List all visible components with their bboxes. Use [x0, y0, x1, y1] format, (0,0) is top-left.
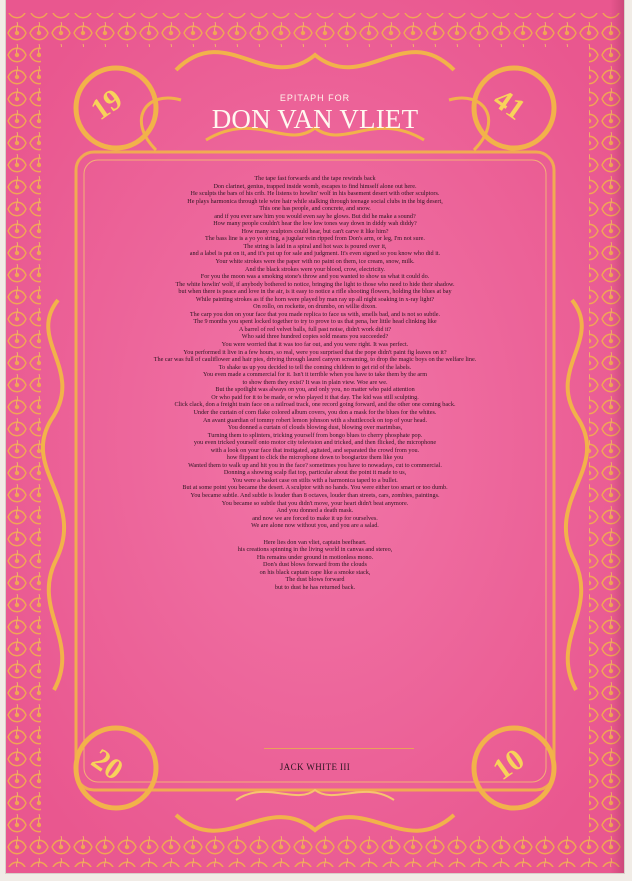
poem-line: His remains under ground in motionless mono.	[256, 553, 374, 561]
poem-line: The dust blows forward	[285, 576, 345, 584]
poem-line: The white howlin' wolf, if anybody bothered to notice, bringing the light to those who need to hide their shadow.	[175, 280, 455, 288]
poem-line: and a label is put on it, and it's put up for sale and judgment. It's even signed so you know who did it.	[189, 250, 441, 258]
poem-line: but when there is peace and love in the air, is it easy to notice a rifle shooting flowers, holding the blues at bay	[178, 288, 452, 296]
poem-line: You were worried that it was too far out, and you were right. It was perfect.	[221, 341, 409, 349]
poem-line: The string is laid in a spiral and hot wax is poured over it,	[243, 242, 387, 250]
page-title: DON VAN VLIET	[211, 104, 419, 134]
poem-line: This one has people, and concrete, and snow.	[259, 205, 371, 213]
poem-line: A barrel of red velvet balls, full past noise, didn't work did it?	[238, 325, 392, 333]
poem-line: Don's dust blows forward from the clouds	[263, 561, 367, 569]
poem-line: The 9 months you spent locked together to try to prove to us that pena, her little head clinking like	[193, 318, 437, 326]
poem-line: and if you ever saw him you would even say he glows. But did he make a sound?	[214, 212, 416, 220]
article-header	[6, 93, 624, 135]
poem-stanza-2	[98, 539, 532, 592]
corner-number-bottom-left: 20	[85, 742, 130, 787]
poem-line: We are alone now without you, and you are a salad.	[251, 522, 379, 530]
corner-number-top-left: 19	[84, 82, 129, 127]
poem-line: But at some point you became the desert. A sculptor with no hands. You were either too smart or too dumb.	[182, 484, 448, 492]
poem-line: The car was full of cauliflower and hair pies, driving through laurel canyon screaming, to drop the magic boys on the welfare line.	[153, 356, 477, 364]
poem-line: You were a basket case on stilts with a harmonica taped to a bullet.	[232, 476, 398, 484]
poem-line: You donned a curtain of clouds blowing dust, blowing over marimbas,	[227, 424, 403, 432]
magazine-page	[6, 0, 624, 873]
corner-number-bottom-right: 10	[486, 742, 531, 787]
poem-line: Your white strokes were the paper with no paint on them, ice cream, snow, milk.	[215, 258, 415, 266]
poem-line: You performed it live in a few hours, so real, were you surprised that the pope didn't paint fig leaves on it?	[183, 348, 447, 356]
poem-line: Or who paid for it to be made, or who played it that day. The kid was still sculpting.	[211, 393, 419, 401]
poem-line: To shake us up you decided to tell the coming children to get rid of the labels.	[218, 363, 412, 371]
poem-line: Under the curtain of corn flake colored album covers, you don a mask for the blues for the whites.	[193, 408, 437, 416]
poem-line: but to dust he has returned back.	[274, 583, 356, 591]
corner-number-top-right: 41	[487, 82, 532, 127]
poem-line: But the spotlight was always on you, and only you, no matter who paid attention	[215, 386, 415, 394]
page-gutter-shadow	[610, 0, 624, 873]
poem-line: Click clack, don a freight train face on a railroad track, one record going forward, and the other one coming back.	[174, 401, 456, 409]
poem-line: An avant guardian of tommy robert lemon johnson with a shuttlecock on top of your head.	[202, 416, 428, 424]
author-signature: JACK WHITE III	[279, 762, 351, 772]
stanza-spacer	[98, 530, 532, 539]
poem-line: On rollo, on rockette, on drumbo, on willie dixon.	[253, 303, 377, 311]
header-kicker: EPITAPH FOR	[279, 93, 351, 103]
poem-line: to show them they exist? It was in plain view. Woe are we.	[242, 378, 388, 386]
poem-line: How many sculptors could hear, but can't carve it like him?	[241, 227, 389, 235]
poem-line: You became subtle. And subtle is louder than 8 octaves, louder than streets, cars, zombies, paintings.	[190, 491, 440, 499]
poem-line: on his black captain cape like a smoke stack,	[259, 568, 371, 576]
poem-line: and now we are forced to make it up for ourselves.	[252, 514, 378, 522]
poem-line: You became so subtle that you didn't move, your heart didn't beat anymore.	[221, 499, 409, 507]
poem-line: The tape fast forwards and the tape rewinds back	[254, 175, 376, 182]
poem-line: how flippant to click the microphone down to boogiarize them like you	[226, 454, 404, 462]
poem-line: with a look on your face that instigated, agitated, and separated the crowd from you.	[210, 446, 420, 454]
poem-line: You even made a commercial for it. Isn't it terrible when you have to take them by the arm	[202, 371, 428, 379]
poem-line: Wanted them to walk up and hit you in the face? sometimes you have to nowadays, cut to commercial.	[188, 461, 442, 469]
poem-line: He plays harmonica through tele wire hair while stalking through teenage social clubs in the big desert,	[187, 197, 443, 205]
poem-line: He sculpts the bars of his crib. He listens to howlin' wolf in his basement desert with other sculptors.	[190, 190, 440, 198]
poem-line: Donning a showing scalp flat top, particular about the point it made to us,	[223, 469, 407, 477]
poem-stanza-1	[98, 175, 532, 530]
poem-line: Here lies don van vliet, captain beefheart.	[263, 538, 367, 546]
poem-line: For you the moon was a smoking stone's throw and you wanted to show us what it could do.	[200, 273, 430, 281]
poem-line: The bass line is a yo yo string, a jugular vein ripped from Don's arm, or leg, I'm not sure.	[205, 235, 425, 243]
poem-line: And the black strokes were your blood, crow, electricity.	[245, 265, 385, 273]
poem-body	[98, 175, 532, 592]
poem-line: you even tricked yourself onto motor city television and tricked, and then flicked, the microphone	[193, 439, 437, 447]
poem-line: And you donned a death mask.	[276, 507, 354, 515]
poem-line: his creations spinning in the living world in canvas and stereo,	[237, 546, 393, 554]
poem-line: Who said three hundred copies sold means you succeeded?	[241, 333, 389, 341]
poem-line: How many people couldn't hear the low low tones way down in diddy wah diddy?	[213, 220, 417, 228]
poem-line: The carp you don on your face that you made replica to face us with, smells bad, and is not so subtle.	[189, 310, 441, 318]
poem-line: While painting strokes as if the horn were played by man ray up all night soaking in x-ray light?	[195, 295, 435, 303]
poem-line: Turning them to splinters, tricking yourself from bongo blues to cherry phosphate pop.	[207, 431, 423, 439]
poem-line: Don clarinet, genius, trapped inside womb, escapes to find himself alone out here.	[213, 182, 417, 190]
signature-divider	[264, 748, 414, 749]
